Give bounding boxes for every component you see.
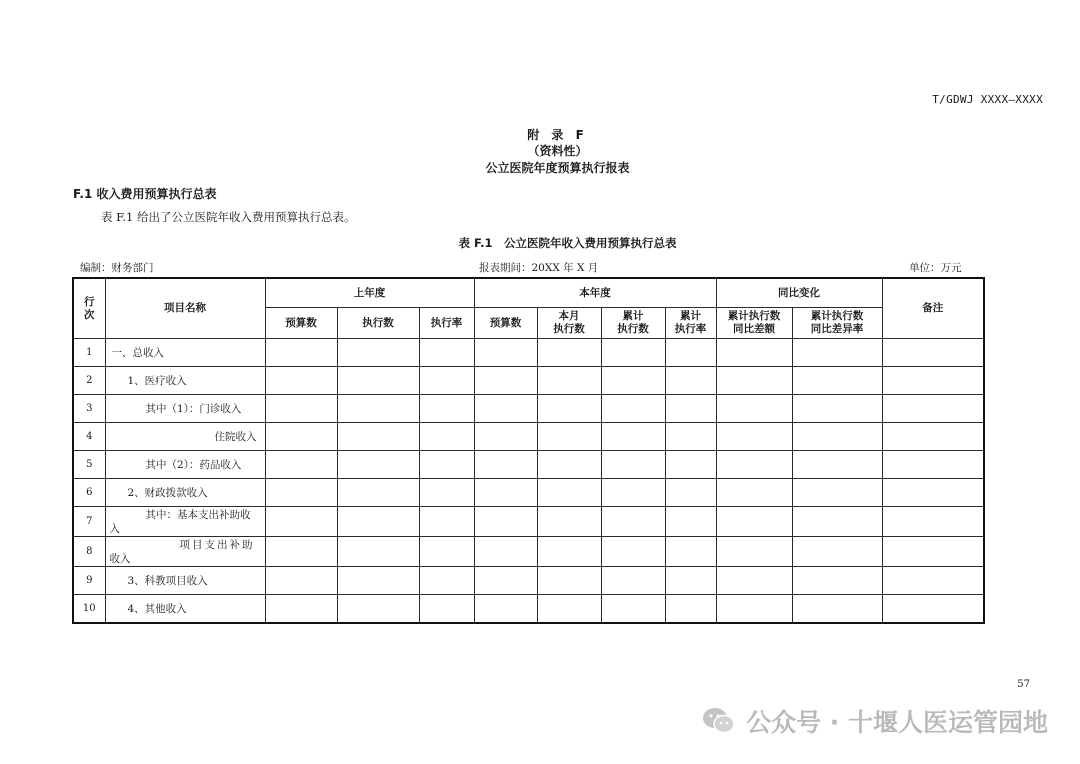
row-item-name: 项目支出补助 收入 — [105, 537, 265, 567]
row-item-name: 2、财政拨款收入 — [105, 479, 265, 507]
table-caption: 表 F.1 公立医院年收入费用预算执行总表 — [458, 236, 677, 250]
row-number: 2 — [73, 367, 105, 395]
header-cum-rate: 累计 执行率 — [665, 308, 716, 339]
header-last-rate: 执行率 — [419, 308, 474, 339]
budget-execution-table — [72, 277, 985, 624]
header-remark: 备注 — [882, 278, 984, 339]
table-row — [73, 595, 984, 624]
row-item-name: 其中（1）：门诊收入 — [105, 395, 265, 423]
row-item-name: 3、科教项目收入 — [105, 567, 265, 595]
row-number: 6 — [73, 479, 105, 507]
row-item-name: 一、总收入 — [105, 339, 265, 367]
header-yoy-change: 同比变化 — [716, 278, 882, 308]
row-item-name: 4、其他收入 — [105, 595, 265, 624]
row-item-name: 住院收入 — [105, 423, 265, 451]
header-yoy-rate: 累计执行数 同比差异率 — [792, 308, 882, 339]
header-this-year: 本年度 — [474, 278, 716, 308]
table-row — [73, 423, 984, 451]
header-last-executed: 执行数 — [337, 308, 419, 339]
row-number: 7 — [73, 507, 105, 537]
row-number: 3 — [73, 395, 105, 423]
row-number: 4 — [73, 423, 105, 451]
table-row — [73, 537, 984, 567]
watermark — [702, 703, 1048, 739]
header-last-year: 上年度 — [265, 278, 474, 308]
report-period: 报表期间：20XX 年 X 月 — [479, 262, 599, 274]
wechat-icon — [702, 706, 736, 736]
unit-label: 单位：万元 — [909, 262, 962, 274]
header-row-no: 行 次 — [73, 278, 105, 339]
row-item-name: 其中（2）：药品收入 — [105, 451, 265, 479]
row-number: 5 — [73, 451, 105, 479]
table-row — [73, 395, 984, 423]
header-cum-exec: 累计 执行数 — [601, 308, 665, 339]
section-paragraph: 表 F.1 给出了公立医院年收入费用预算执行总表。 — [101, 210, 356, 224]
row-item-name: 1、医疗收入 — [105, 367, 265, 395]
compiler-label: 编制：财务部门 — [80, 262, 154, 274]
row-number: 1 — [73, 339, 105, 367]
row-item-name: 其中：基本支出补助收 入 — [105, 507, 265, 537]
appendix-label: 附 录 F — [527, 128, 588, 142]
table-row — [73, 507, 984, 537]
header-item-name: 项目名称 — [105, 278, 265, 339]
header-this-budget: 预算数 — [474, 308, 537, 339]
standard-number: T/GDWJ XXXX—XXXX — [932, 93, 1043, 106]
section-heading: F.1 收入费用预算执行总表 — [73, 187, 217, 201]
table-row — [73, 451, 984, 479]
row-number: 10 — [73, 595, 105, 624]
row-number: 8 — [73, 537, 105, 567]
table-row — [73, 567, 984, 595]
table-row — [73, 479, 984, 507]
header-yoy-diff: 累计执行数 同比差额 — [716, 308, 792, 339]
row-number: 9 — [73, 567, 105, 595]
header-last-budget: 预算数 — [265, 308, 337, 339]
watermark-text: 公众号 · 十堰人医运管园地 — [746, 708, 1048, 737]
table-row — [73, 367, 984, 395]
table-row — [73, 339, 984, 367]
page-number: 57 — [1017, 679, 1030, 690]
appendix-nature: （资料性） — [527, 144, 588, 158]
appendix-title: 公立医院年度预算执行报表 — [485, 161, 630, 175]
header-month-exec: 本月 执行数 — [537, 308, 601, 339]
